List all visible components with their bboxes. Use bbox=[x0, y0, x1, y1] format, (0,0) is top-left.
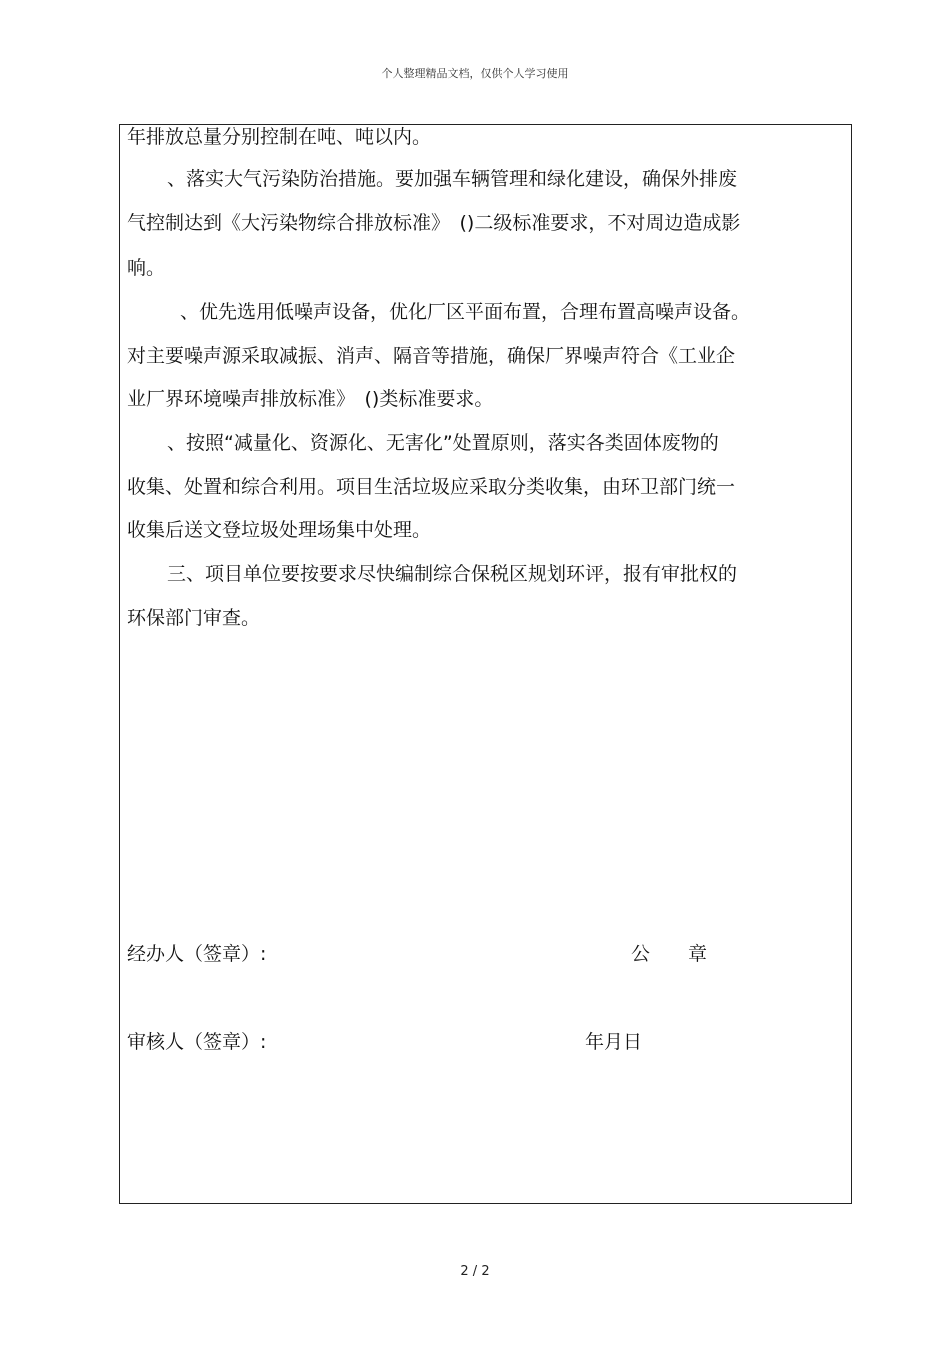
body-line-12: 环保部门审查。 bbox=[127, 607, 261, 629]
body-line-4: 响。 bbox=[127, 257, 166, 279]
body-line-1: 年排放总量分别控制在吨、吨以内。 bbox=[127, 126, 432, 148]
body-line-2: 、落实大气污染防治措施。要加强车辆管理和绿化建设，确保外排废 bbox=[167, 168, 738, 190]
body-line-5: 、优先选用低噪声设备，优化厂区平面布置，合理布置高噪声设备。 bbox=[180, 301, 751, 323]
approval-form-box bbox=[119, 124, 852, 1204]
body-line-7: 业厂界环境噪声排放标准》 ()类标准要求。 bbox=[127, 388, 494, 410]
body-line-8: 、按照“减量化、资源化、无害化”处置原则，落实各类固体废物的 bbox=[167, 432, 719, 454]
body-line-10: 收集后送文登垃圾处理场集中处理。 bbox=[127, 519, 432, 541]
official-seal-label: 公 章 bbox=[631, 943, 708, 965]
body-line-3: 气控制达到《大污染物综合排放标准》 ()二级标准要求，不对周边造成影 bbox=[127, 212, 741, 234]
body-line-11: 三、项目单位要按要求尽快编制综合保税区规划环评，报有审批权的 bbox=[167, 563, 738, 585]
date-label: 年月日 bbox=[585, 1031, 643, 1053]
body-line-9: 收集、处置和综合利用。项目生活垃圾应采取分类收集，由环卫部门统一 bbox=[127, 476, 736, 498]
reviewer-signature-label: 审核人（签章）: bbox=[127, 1031, 267, 1053]
page-number: 2 / 2 bbox=[460, 1264, 490, 1279]
handler-signature-label: 经办人（签章）: bbox=[127, 943, 267, 965]
page-header: 个人整理精品文档，仅供个人学习使用 bbox=[381, 67, 569, 80]
body-line-6: 对主要噪声源采取减振、消声、隔音等措施，确保厂界噪声符合《工业企 bbox=[127, 345, 736, 367]
